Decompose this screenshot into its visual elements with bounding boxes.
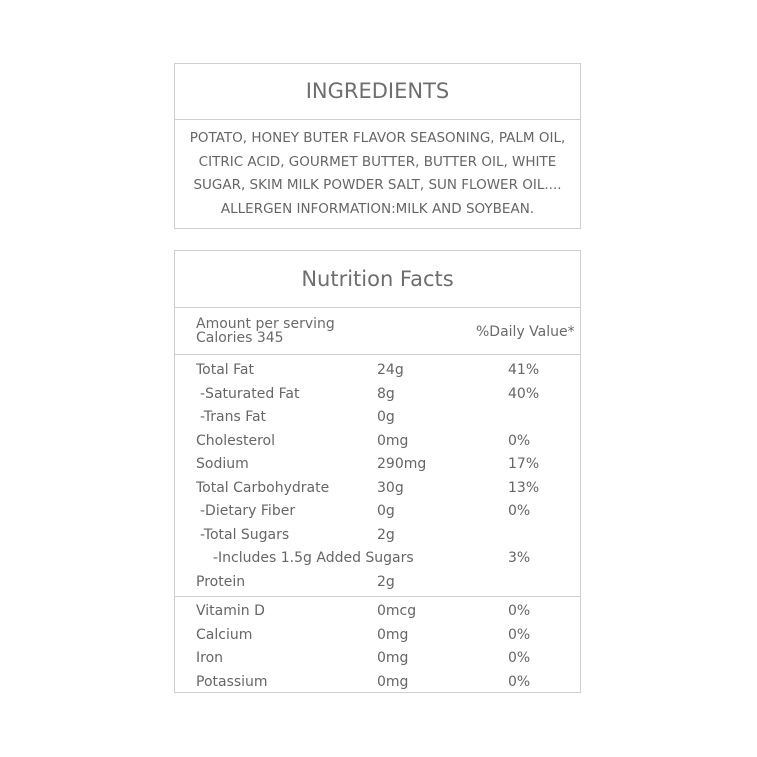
calories: Calories 345 bbox=[196, 330, 284, 346]
nutrient-amount: 8g bbox=[377, 385, 395, 402]
nutrient-amount: 290mg bbox=[377, 456, 427, 472]
nutrient-row-vitamin-d bbox=[175, 600, 580, 624]
nutrient-daily-value: 40% bbox=[508, 385, 540, 402]
nutrient-daily-value: 0% bbox=[508, 432, 531, 449]
ingredients-line: CITRIC ACID, GOURMET BUTTER, BUTTER OIL, WHITE bbox=[198, 153, 557, 170]
nutrient-amount: 0g bbox=[377, 503, 395, 519]
nutrient-name: Potassium bbox=[196, 673, 268, 690]
nutrient-row-protein bbox=[175, 571, 580, 595]
nutrient-row-iron bbox=[175, 647, 580, 671]
serving-header bbox=[175, 308, 580, 355]
nutrient-row-saturated-fat bbox=[175, 383, 580, 407]
nutrient-daily-value: 3% bbox=[508, 550, 531, 566]
nutrient-daily-value: 0% bbox=[508, 626, 531, 643]
nutrient-amount: 0mg bbox=[377, 673, 409, 690]
nutrient-amount: 0mg bbox=[377, 626, 409, 643]
nutrient-name: Vitamin D bbox=[196, 603, 265, 619]
nutrient-name: Total Carbohydrate bbox=[196, 479, 330, 496]
nutrient-name: Cholesterol bbox=[196, 432, 276, 449]
vitamin-mineral-list bbox=[175, 597, 580, 694]
nutrient-row-potassium bbox=[175, 671, 580, 695]
ingredients-list bbox=[175, 120, 580, 221]
nutrient-daily-value: 0% bbox=[508, 650, 531, 666]
nutrient-list bbox=[175, 355, 580, 597]
nutrient-daily-value: 0% bbox=[508, 603, 531, 619]
nutrient-amount: 0mcg bbox=[377, 603, 417, 619]
nutrient-daily-value: 0% bbox=[508, 503, 531, 519]
nutrient-name: -Saturated Fat bbox=[200, 385, 300, 402]
nutrient-name: -Includes 1.5g Added Sugars bbox=[213, 550, 414, 566]
nutrient-amount: 0g bbox=[377, 409, 395, 425]
nutrient-daily-value: 17% bbox=[508, 456, 540, 472]
nutrient-row-dietary-fiber bbox=[175, 500, 580, 524]
nutrient-name: Sodium bbox=[196, 456, 249, 472]
nutrient-daily-value: 13% bbox=[508, 479, 540, 496]
nutrient-row-calcium bbox=[175, 624, 580, 648]
nutrient-row-cholesterol bbox=[175, 430, 580, 454]
nutrient-name: -Dietary Fiber bbox=[200, 503, 296, 519]
nutrient-daily-value: 41% bbox=[508, 362, 540, 378]
nutrient-name: Calcium bbox=[196, 626, 253, 643]
ingredients-line: POTATO, HONEY BUTER FLAVOR SEASONING, PALM OIL, bbox=[189, 130, 566, 146]
nutrient-amount: 0mg bbox=[377, 432, 409, 449]
nutrition-title: Nutrition Facts bbox=[175, 251, 580, 308]
nutrient-amount: 30g bbox=[377, 479, 404, 496]
nutrient-row-total-fat bbox=[175, 359, 580, 383]
ingredients-title: INGREDIENTS bbox=[175, 64, 580, 120]
nutrient-name: Protein bbox=[196, 573, 246, 590]
nutrient-amount: 24g bbox=[377, 362, 404, 378]
nutrient-name: Total Fat bbox=[196, 362, 254, 378]
nutrient-name: -Trans Fat bbox=[200, 409, 267, 425]
ingredients-line: SUGAR, SKIM MILK POWDER SALT, SUN FLOWER OIL.... bbox=[193, 177, 562, 193]
nutrition-facts-panel bbox=[174, 250, 581, 693]
nutrient-name: -Total Sugars bbox=[200, 526, 290, 543]
nutrient-row-sodium bbox=[175, 453, 580, 477]
nutrient-row-trans-fat bbox=[175, 406, 580, 430]
serving-info bbox=[196, 317, 335, 345]
nutrient-amount: 2g bbox=[377, 526, 395, 543]
nutrient-amount: 2g bbox=[377, 573, 395, 590]
nutrient-row-total-sugars bbox=[175, 524, 580, 548]
nutrient-row-added-sugars bbox=[175, 547, 580, 571]
allergen-info: ALLERGEN INFORMATION:MILK AND SOYBEAN. bbox=[220, 200, 535, 217]
amount-per-serving: Amount per serving bbox=[196, 316, 335, 332]
daily-value-header: %Daily Value* bbox=[476, 324, 575, 340]
nutrient-amount: 0mg bbox=[377, 650, 409, 666]
nutrient-name: Iron bbox=[196, 650, 224, 666]
nutrient-row-total-carbohydrate bbox=[175, 477, 580, 501]
nutrient-daily-value: 0% bbox=[508, 673, 531, 690]
ingredients-panel bbox=[174, 63, 581, 229]
